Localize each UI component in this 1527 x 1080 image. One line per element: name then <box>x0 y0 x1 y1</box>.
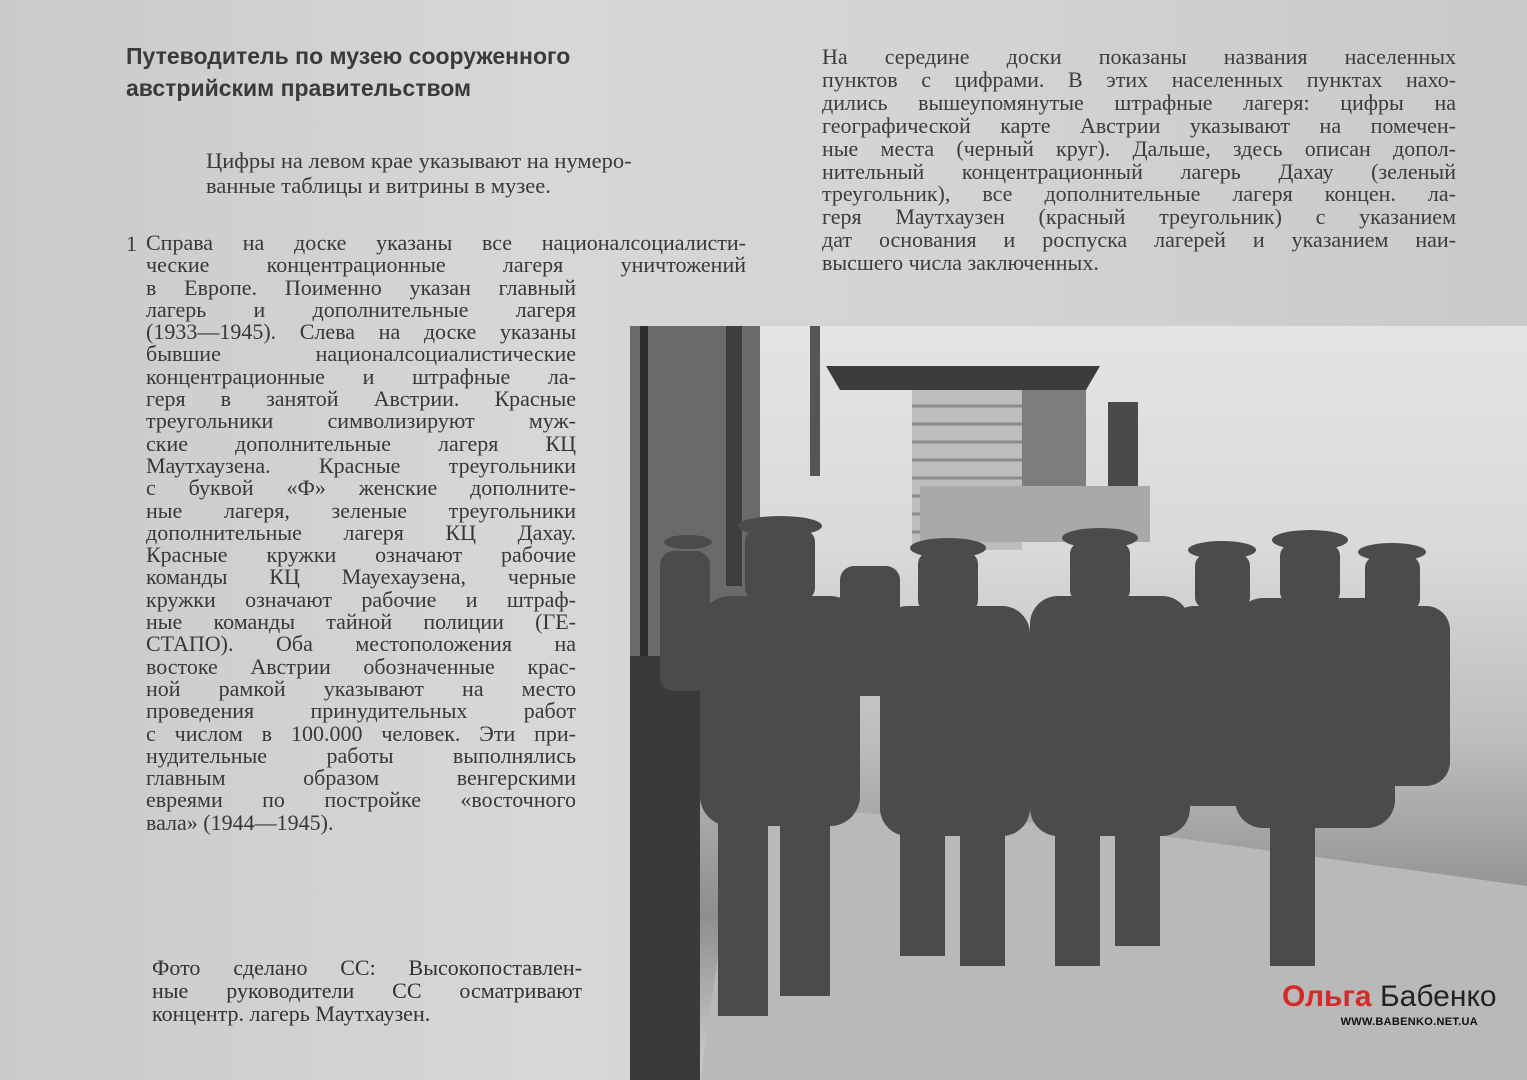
right-column-paragraph <box>822 46 1456 275</box>
photo-illustration <box>630 326 1527 1080</box>
right-column-line: На середине доски показаны названия населенных <box>822 44 1456 69</box>
section-1-line: концентрационные и штрафные ла- <box>146 363 576 389</box>
section-1-line: лагерь и дополнительные лагеря <box>146 296 576 322</box>
watchtower-window <box>1022 390 1086 490</box>
intro-line-1: Цифры на левом крае указывают на нумеро- <box>206 148 632 173</box>
section-1-line: в Европе. Поименно указан главный <box>146 274 576 300</box>
page-title <box>126 40 686 104</box>
section-1-line: СТАПО). Оба местоположения на <box>146 631 576 657</box>
section-1-line: Красные кружки означают рабочие <box>146 542 576 568</box>
section-1-line: ные команды тайной полиции (ГЕ- <box>146 609 576 635</box>
tree-trunk <box>726 326 742 586</box>
caption-line: концентр. лагерь Маутхаузен. <box>152 1001 431 1026</box>
intro-line-2: ванные таблицы и витрины в музее. <box>206 173 551 198</box>
section-1-line: евреями по постройке «восточного <box>146 787 576 813</box>
caption-line: ные руководители СС осматривают <box>152 978 582 1003</box>
section-1-line: Справа на доске указаны все националсоциалисти- <box>146 230 746 255</box>
section-1-line: проведения принудительных работ <box>146 698 576 724</box>
section-1-line: (1933—1945). Слева на доске указаны <box>146 319 576 345</box>
section-number: 1 <box>126 231 137 256</box>
section-1-line: треугольники символизируют муж- <box>146 408 576 434</box>
section-1-line: с буквой «Ф» женские дополните- <box>146 475 576 501</box>
section-1-line: вала» (1944—1945). <box>146 809 334 835</box>
section-1-line: ские дополнительные лагеря КЦ <box>146 430 576 456</box>
section-1-line: дополнительные лагеря КЦ Дахау. <box>146 519 576 545</box>
section-1-line: ческие концентрационные лагеря уничтожений <box>146 252 746 278</box>
guard-figure <box>1108 402 1138 492</box>
right-column-line: пунктов с цифрами. В этих населенных пунктах нахо- <box>822 66 1456 92</box>
right-column-line: ные места (черный круг). Дальше, здесь описан допол- <box>822 135 1456 161</box>
right-column-line: дат основания и роспуска лагерей и указанием наи- <box>822 227 1456 253</box>
historical-photo <box>630 326 1527 1080</box>
watermark-last-name: Бабенко <box>1379 980 1497 1013</box>
section-1-line: команды КЦ Мауехаузена, черные <box>146 564 576 590</box>
right-column-line: нительный концентрационный лагерь Дахау (зеленый <box>822 158 1456 184</box>
right-column-line: дились вышеупомянутые штрафные лагеря: цифры на <box>822 89 1456 115</box>
watermark-url: WWW.BABENKO.NET.UA <box>1340 1016 1478 1028</box>
intro-paragraph <box>206 148 751 198</box>
section-1-line: ные лагеря, зеленые треугольники <box>146 497 576 523</box>
right-column-line: треугольник), все дополнительные лагеря концен. ла- <box>822 181 1456 207</box>
section-1-line: ной рамкой указывают на место <box>146 675 576 701</box>
watermark-first-name: Ольга <box>1282 980 1372 1013</box>
right-column-line: высшего числа заключенных. <box>822 250 1099 276</box>
photo-caption <box>152 956 582 1025</box>
title-line-2: австрийским правительством <box>126 75 472 101</box>
section-1-line: с числом в 100.000 человек. Эти при- <box>146 720 576 746</box>
right-column-line: геря Маутхаузен (красный треугольник) с указанием <box>822 204 1456 230</box>
watermark-name <box>1282 980 1497 1014</box>
section-1-line: востоке Австрии обозначенные крас- <box>146 653 576 679</box>
section-1-line: бывшие националсоциалистические <box>146 341 576 367</box>
tree-trunk <box>640 326 648 656</box>
section-1-line: Маутхаузена. Красные треугольники <box>146 452 576 478</box>
watchtower-roof <box>826 366 1100 390</box>
watermark <box>1282 980 1497 1028</box>
section-1-line: геря в занятой Австрии. Красные <box>146 386 576 412</box>
title-line-1: Путеводитель по музею сооруженного <box>126 43 571 69</box>
caption-line: Фото сделано СС: Высокопоставлен- <box>152 955 582 980</box>
section-1-line: главным образом венгерскими <box>146 765 576 791</box>
section-1-line: кружки означают рабочие и штраф- <box>146 586 576 612</box>
right-column-line: географической карте Австрии указывают на помечен- <box>822 112 1456 138</box>
section-1-line: нудительные работы выполнялись <box>146 742 576 768</box>
tree-trunk <box>810 326 820 476</box>
forest-shadow <box>630 656 700 1080</box>
